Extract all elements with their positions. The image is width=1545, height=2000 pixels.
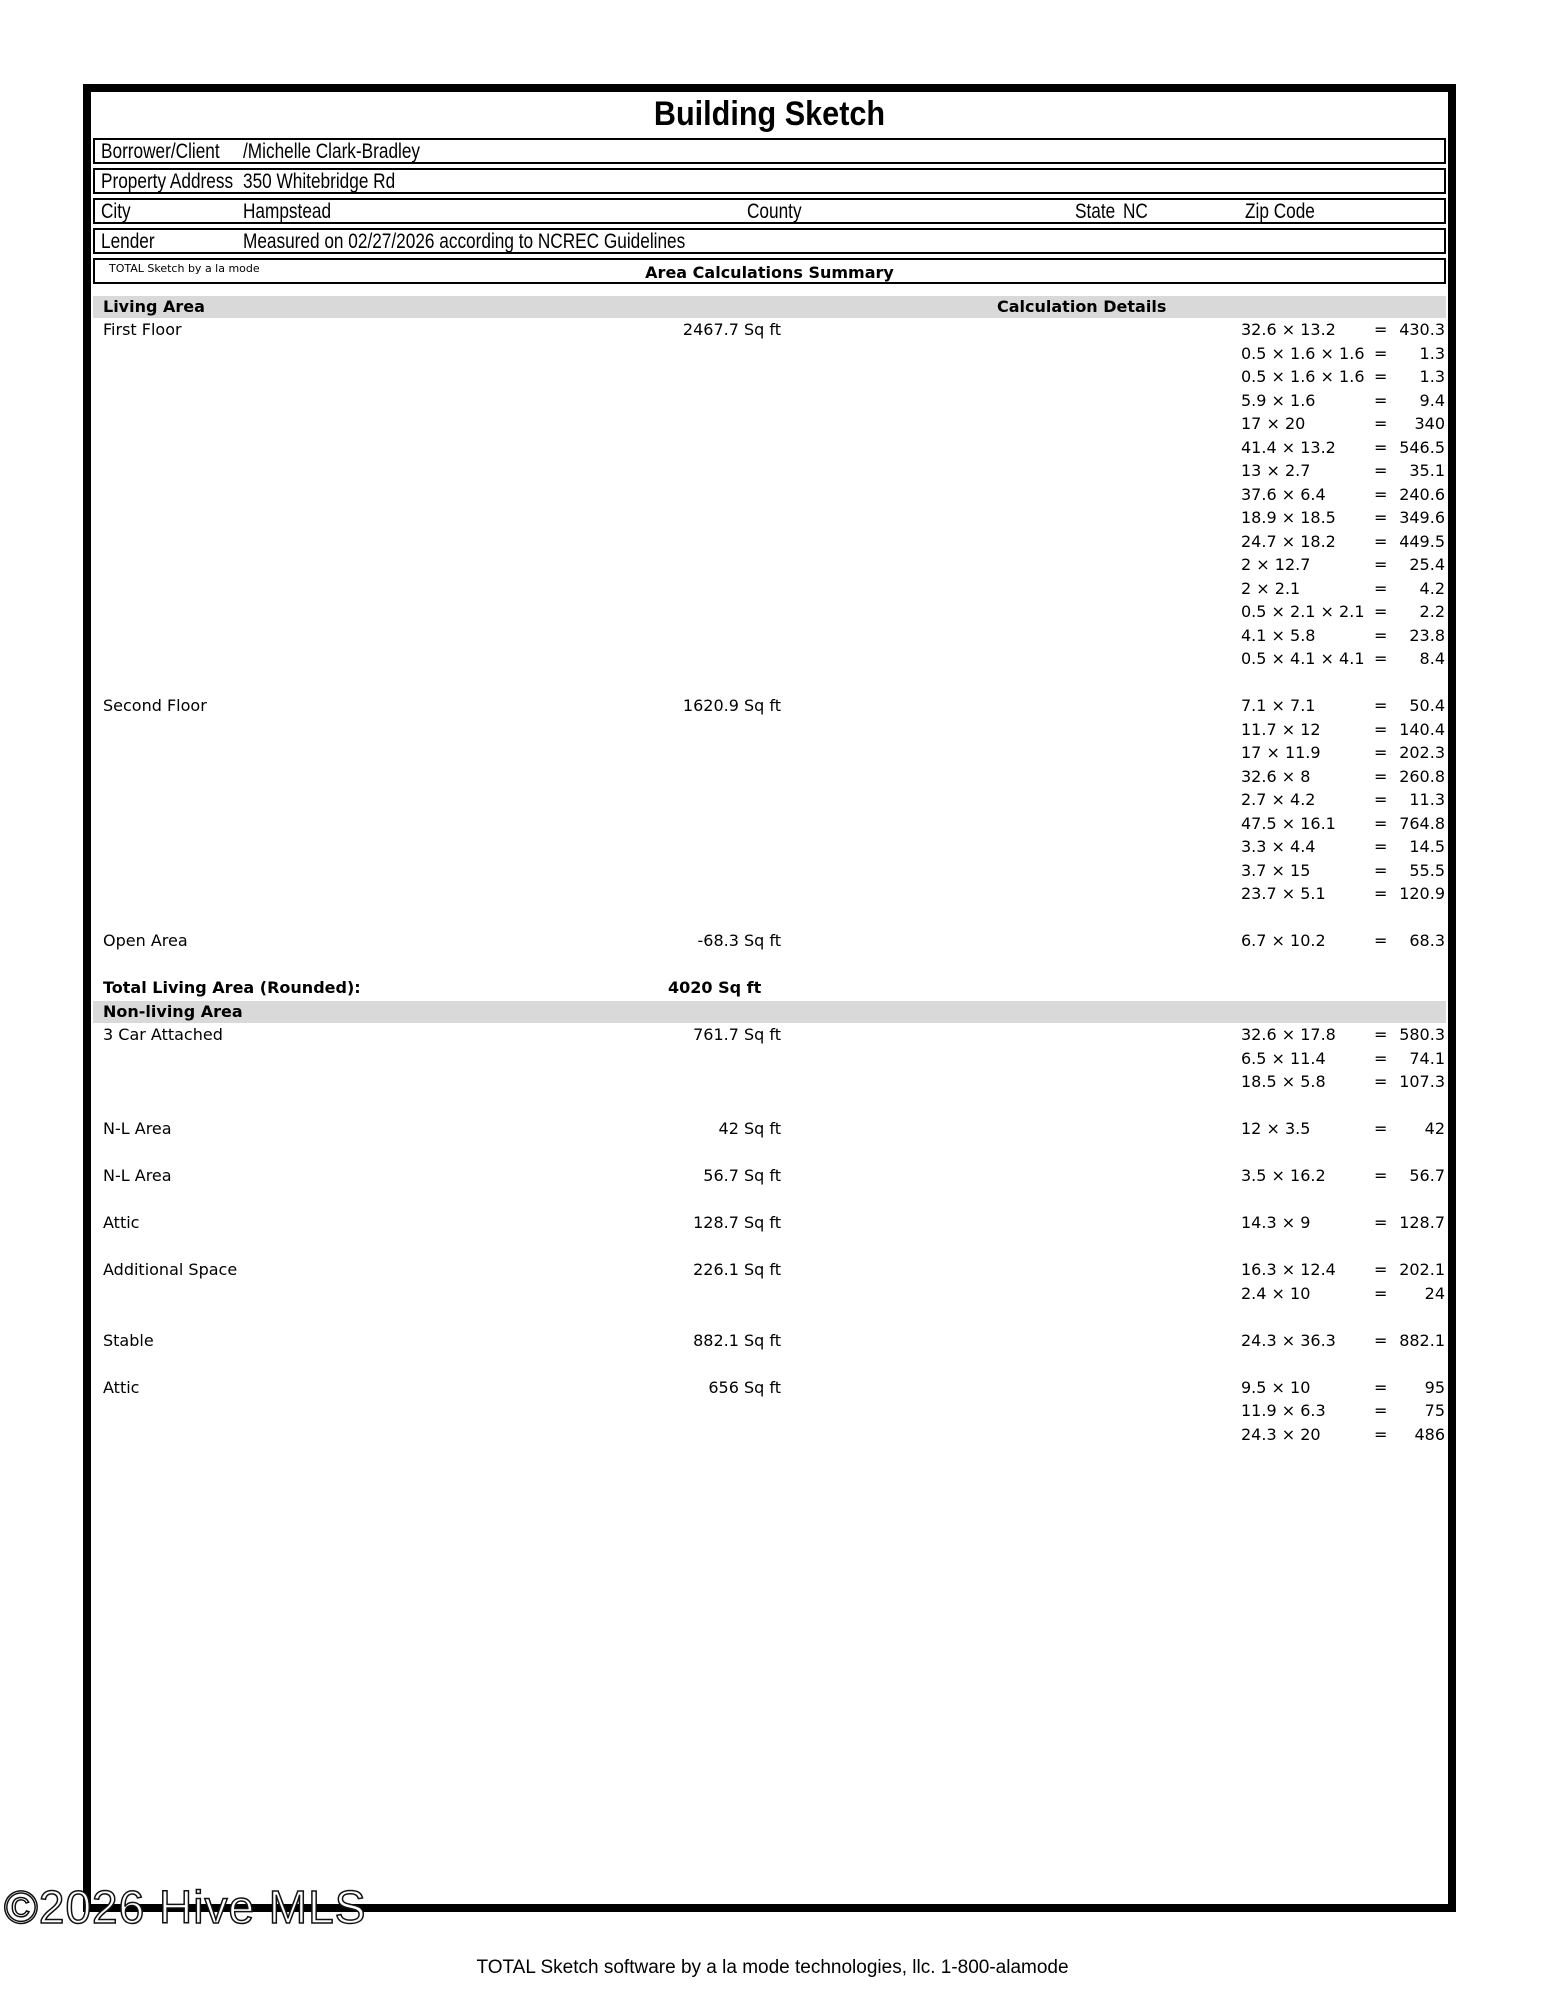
summary-title: Area Calculations Summary [645, 263, 894, 282]
address-value: 350 Whitebridge Rd [243, 170, 396, 193]
software-note: TOTAL Sketch by a la mode [109, 262, 260, 275]
calc-value: 580.3 [1399, 1025, 1445, 1044]
calc-value: 14.5 [1409, 837, 1445, 856]
calc-expression: 6.7 × 10.2 [1241, 931, 1326, 950]
calc-value: 50.4 [1409, 696, 1445, 715]
calc-equals: = [1374, 1025, 1388, 1044]
address-label: Property Address [101, 170, 234, 193]
nonliving-item-name: 3 Car Attached [103, 1025, 223, 1044]
calc-value: 486 [1414, 1424, 1445, 1444]
non-living-area-band [93, 1001, 1446, 1023]
calc-value: 2.2 [1419, 602, 1445, 621]
living-item-name: Second Floor [103, 696, 207, 715]
state-label: State [1075, 200, 1116, 223]
calc-expression: 2.4 × 10 [1241, 1283, 1311, 1303]
calc-value: 35.1 [1409, 461, 1445, 480]
nonliving-item-area: 226.1 Sq ft [693, 1260, 781, 1279]
calc-expression: 37.6 × 6.4 [1241, 484, 1326, 504]
calc-value: 1.3 [1419, 343, 1445, 363]
calc-expression: 9.5 × 10 [1241, 1377, 1311, 1397]
calc-expression: 4.1 × 5.8 [1241, 625, 1316, 645]
calc-value: 546.5 [1399, 437, 1445, 457]
lender-value: Measured on 02/27/2026 according to NCREC Guidelines [243, 230, 686, 253]
living-area-heading: Living Area [103, 297, 205, 316]
calc-value: 4.2 [1419, 578, 1445, 598]
calc-value: 120.9 [1399, 884, 1445, 903]
living-item-name: Open Area [103, 931, 188, 950]
calc-value: 42 [1424, 1119, 1445, 1138]
calc-expression: 18.5 × 5.8 [1241, 1072, 1326, 1091]
calc-expression: 11.9 × 6.3 [1241, 1401, 1326, 1420]
city-value: Hampstead [243, 200, 332, 223]
calc-equals: = [1374, 578, 1388, 598]
calc-expression: 14.3 × 9 [1241, 1213, 1311, 1232]
calc-equals: = [1374, 1424, 1388, 1444]
calc-value: 95 [1424, 1377, 1445, 1397]
calc-equals: = [1374, 1260, 1388, 1279]
calc-expression: 3.3 × 4.4 [1241, 837, 1316, 856]
calc-expression: 7.1 × 7.1 [1241, 696, 1316, 715]
calc-expression: 24.3 × 20 [1241, 1424, 1321, 1444]
calc-expression: 0.5 × 1.6 × 1.6 [1241, 367, 1365, 386]
living-area-band [93, 296, 1446, 318]
nonliving-item-area: 128.7 Sq ft [693, 1213, 781, 1232]
calc-equals: = [1374, 531, 1388, 551]
calc-value: 55.5 [1409, 860, 1445, 880]
nonliving-item-name: Stable [103, 1330, 154, 1350]
calc-expression: 0.5 × 1.6 × 1.6 [1241, 343, 1365, 363]
document-frame [83, 84, 1456, 1912]
total-living-label: Total Living Area (Rounded): [103, 978, 361, 997]
calc-value: 8.4 [1419, 649, 1445, 668]
calc-value: 349.6 [1399, 508, 1445, 527]
calc-value: 107.3 [1399, 1072, 1445, 1091]
calc-expression: 24.7 × 18.2 [1241, 531, 1336, 551]
calc-expression: 2 × 12.7 [1241, 555, 1311, 574]
calc-value: 23.8 [1409, 625, 1445, 645]
calc-expression: 6.5 × 11.4 [1241, 1048, 1326, 1068]
calc-equals: = [1374, 743, 1388, 762]
calc-expression: 32.6 × 13.2 [1241, 320, 1336, 339]
calc-equals: = [1374, 837, 1388, 856]
calc-expression: 47.5 × 16.1 [1241, 813, 1336, 833]
calc-value: 74.1 [1409, 1048, 1445, 1068]
living-item-area: 2467.7 Sq ft [682, 320, 781, 339]
calc-value: 202.3 [1399, 743, 1445, 762]
calc-value: 202.1 [1399, 1260, 1445, 1279]
nonliving-item-area: 42 Sq ft [718, 1119, 781, 1138]
nonliving-item-name: N-L Area [103, 1166, 172, 1185]
calc-value: 1.3 [1419, 367, 1445, 386]
calc-equals: = [1374, 367, 1388, 386]
calc-expression: 18.9 × 18.5 [1241, 508, 1336, 527]
borrower-value: /Michelle Clark-Bradley [243, 140, 421, 163]
calc-equals: = [1374, 766, 1388, 786]
calc-value: 882.1 [1399, 1330, 1445, 1350]
calc-expression: 23.7 × 5.1 [1241, 884, 1326, 903]
nonliving-item-name: Additional Space [103, 1260, 238, 1279]
calc-value: 430.3 [1399, 320, 1445, 339]
calc-expression: 16.3 × 12.4 [1241, 1260, 1336, 1279]
calc-equals: = [1374, 719, 1388, 739]
calc-equals: = [1374, 625, 1388, 645]
calc-expression: 3.7 × 15 [1241, 860, 1311, 880]
calc-equals: = [1374, 790, 1388, 809]
calc-value: 24 [1424, 1283, 1445, 1303]
calc-equals: = [1374, 813, 1388, 833]
summary-row [93, 258, 1446, 284]
nonliving-item-area: 882.1 Sq ft [693, 1330, 781, 1350]
calc-equals: = [1374, 343, 1388, 363]
nonliving-item-name: Attic [103, 1377, 140, 1397]
non-living-area-heading: Non-living Area [103, 1001, 243, 1021]
calc-value: 449.5 [1399, 531, 1445, 551]
calc-value: 25.4 [1409, 555, 1445, 574]
calc-expression: 3.5 × 16.2 [1241, 1166, 1326, 1185]
watermark: ©2026 Hive MLS [4, 1881, 367, 1933]
nonliving-item-area: 56.7 Sq ft [703, 1166, 781, 1185]
calc-expression: 12 × 3.5 [1241, 1119, 1311, 1138]
calc-value: 75 [1424, 1401, 1445, 1420]
calc-equals: = [1374, 484, 1388, 504]
calc-value: 9.4 [1419, 390, 1445, 410]
calc-expression: 17 × 20 [1241, 414, 1306, 433]
calc-value: 240.6 [1399, 484, 1445, 504]
state-value: NC [1123, 200, 1148, 223]
calc-equals: = [1374, 508, 1388, 527]
calc-equals: = [1374, 1166, 1388, 1185]
calc-equals: = [1374, 1401, 1388, 1420]
calc-expression: 2.7 × 4.2 [1241, 790, 1316, 809]
calc-value: 140.4 [1399, 719, 1445, 739]
calc-equals: = [1374, 320, 1388, 339]
address-row [93, 168, 1446, 194]
calc-value: 260.8 [1399, 766, 1445, 786]
calc-value: 764.8 [1399, 813, 1445, 833]
calculation-details-heading: Calculation Details [997, 297, 1167, 316]
calc-expression: 5.9 × 1.6 [1241, 390, 1316, 410]
calc-equals: = [1374, 602, 1388, 621]
calc-equals: = [1374, 1119, 1388, 1138]
calc-equals: = [1374, 884, 1388, 903]
calc-value: 128.7 [1399, 1213, 1445, 1232]
calc-equals: = [1374, 1072, 1388, 1091]
calc-equals: = [1374, 649, 1388, 668]
calc-equals: = [1374, 414, 1388, 433]
city-label: City [101, 200, 131, 223]
city-row [93, 198, 1446, 224]
calc-equals: = [1374, 1377, 1388, 1397]
calc-value: 68.3 [1409, 931, 1445, 950]
nonliving-item-name: Attic [103, 1213, 140, 1232]
living-item-name: First Floor [103, 320, 182, 339]
calc-equals: = [1374, 461, 1388, 480]
borrower-label: Borrower/Client [101, 140, 220, 163]
living-item-area: -68.3 Sq ft [697, 931, 781, 950]
calc-expression: 17 × 11.9 [1241, 743, 1321, 762]
calc-expression: 32.6 × 17.8 [1241, 1025, 1336, 1044]
calc-expression: 2 × 2.1 [1241, 578, 1301, 598]
calc-expression: 24.3 × 36.3 [1241, 1330, 1336, 1350]
calc-equals: = [1374, 1330, 1388, 1350]
nonliving-item-name: N-L Area [103, 1119, 172, 1138]
calc-equals: = [1374, 1283, 1388, 1303]
nonliving-item-area: 656 Sq ft [708, 1377, 781, 1397]
calc-equals: = [1374, 437, 1388, 457]
calc-expression: 32.6 × 8 [1241, 766, 1311, 786]
county-label: County [747, 200, 802, 223]
calc-value: 56.7 [1409, 1166, 1445, 1185]
calc-equals: = [1374, 696, 1388, 715]
calc-value: 11.3 [1409, 790, 1445, 809]
footer: TOTAL Sketch software by a la mode technologies, llc. 1-800-alamode [476, 1957, 1069, 1978]
calc-equals: = [1374, 1048, 1388, 1068]
nonliving-item-area: 761.7 Sq ft [693, 1025, 781, 1044]
lender-label: Lender [101, 230, 155, 253]
calc-expression: 41.4 × 13.2 [1241, 437, 1336, 457]
calc-value: 340 [1414, 414, 1445, 433]
borrower-row [93, 138, 1446, 164]
calc-expression: 0.5 × 2.1 × 2.1 [1241, 602, 1365, 621]
calc-equals: = [1374, 860, 1388, 880]
calc-equals: = [1374, 1213, 1388, 1232]
calc-expression: 11.7 × 12 [1241, 719, 1321, 739]
calc-equals: = [1374, 390, 1388, 410]
zip-label: Zip Code [1245, 200, 1315, 223]
calc-expression: 0.5 × 4.1 × 4.1 [1241, 649, 1365, 668]
lender-row [93, 228, 1446, 254]
living-item-area: 1620.9 Sq ft [682, 696, 781, 715]
page-title: Building Sketch [653, 95, 886, 133]
calc-expression: 13 × 2.7 [1241, 461, 1311, 480]
calc-equals: = [1374, 555, 1388, 574]
calc-equals: = [1374, 931, 1388, 950]
total-living-value: 4020 Sq ft [668, 978, 762, 997]
